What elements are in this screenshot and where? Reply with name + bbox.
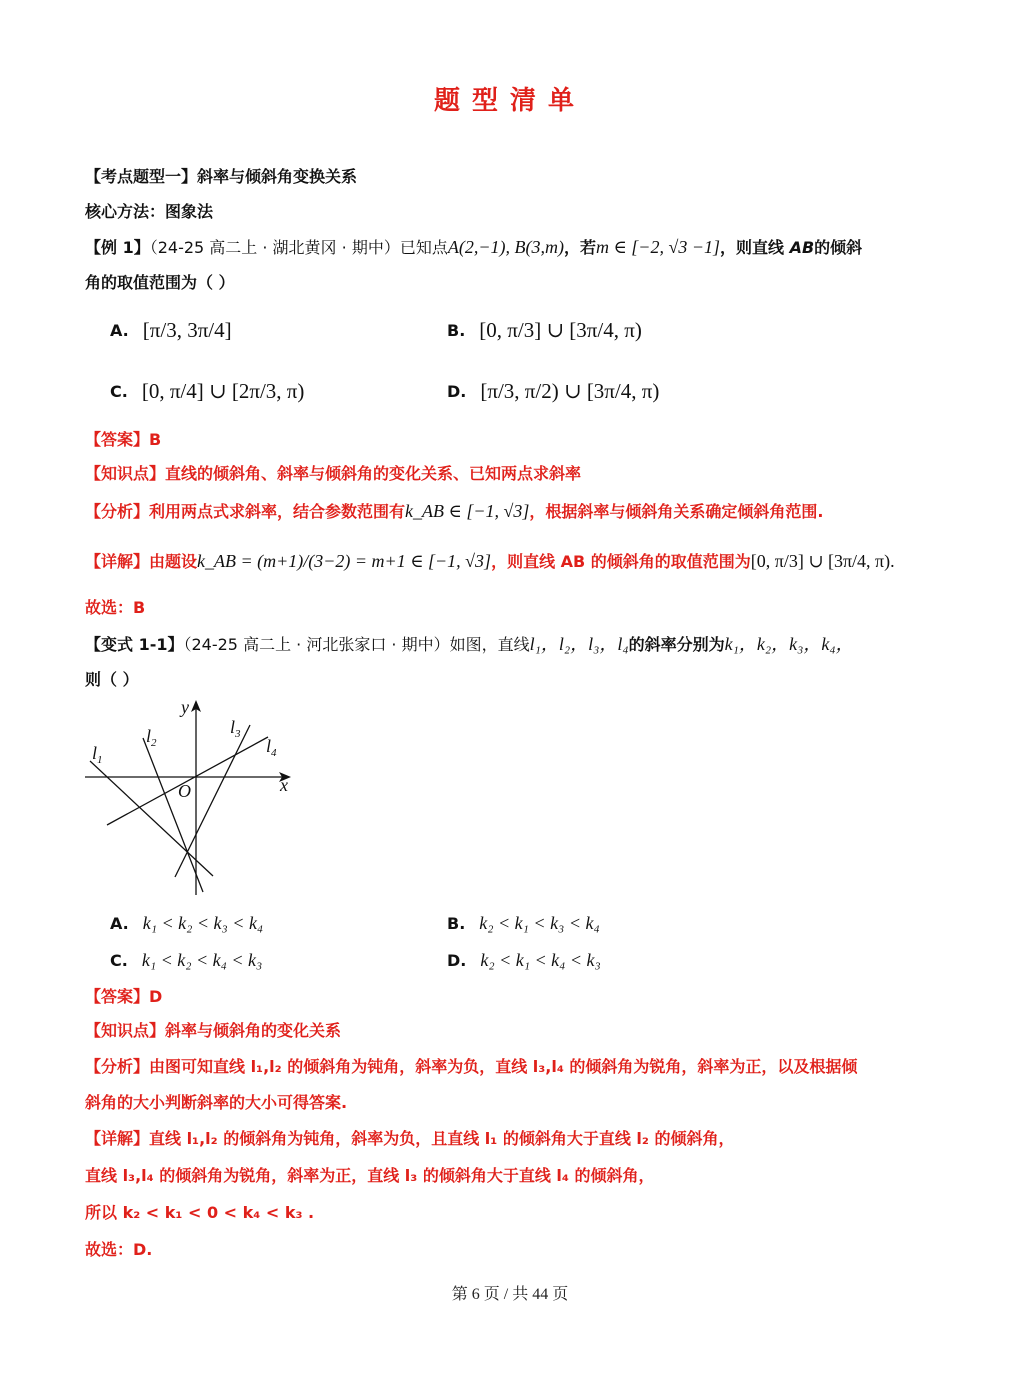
- label-l2: $l_2$: [146, 726, 157, 749]
- variant-label: 【变式 1-1】: [85, 635, 184, 654]
- page-footer: 第 6 页 / 共 44 页: [451, 1286, 569, 1303]
- option-value: k₁ < k₂ < k₃ < k₄: [142, 913, 264, 933]
- option-letter: C.: [110, 951, 128, 970]
- line-l3: [175, 725, 250, 877]
- text: ，若: [563, 238, 596, 257]
- option-a[interactable]: [110, 318, 232, 343]
- choice: 故选：B: [85, 598, 146, 617]
- y-label: y: [181, 697, 189, 717]
- lines-figure: [80, 695, 300, 900]
- answer: 【答案】D: [85, 987, 163, 1006]
- option-c[interactable]: [110, 950, 262, 971]
- analysis: [85, 500, 823, 523]
- option-b[interactable]: [447, 913, 600, 934]
- option-letter: C.: [110, 382, 128, 401]
- variant1-stem: [85, 633, 854, 656]
- line-l1: [90, 761, 213, 876]
- detail: [85, 550, 895, 573]
- text: ，则直线 AB 的倾斜角的取值范围为: [491, 552, 751, 571]
- option-a[interactable]: [110, 913, 263, 934]
- text: 【详解】由题设: [85, 552, 198, 571]
- points: A(2,−1), B(3,m): [447, 237, 564, 257]
- option-value: [0, π/3] ∪ [3π/4, π): [479, 318, 642, 342]
- math: k₁，k₂，k₃，k₄，: [724, 634, 854, 654]
- option-value: [0, π/4] ∪ [2π/3, π): [141, 379, 305, 403]
- text: 的斜率分别为: [628, 635, 725, 654]
- math: k_AB ∈ [−1, √3]: [405, 501, 530, 521]
- ab: AB: [789, 238, 815, 257]
- analysis-line-1: 【分析】由图可知直线 l₁,l₂ 的倾斜角为钝角，斜率为负，直线 l₃,l₄ 的倾斜角为锐角，斜率为正，以及根据倾: [85, 1057, 858, 1076]
- math: k_AB = (m+1)/(3−2) = m+1 ∈ [−1, √3]: [197, 551, 492, 571]
- math: [0, π/3] ∪ [3π/4, π).: [750, 551, 895, 571]
- condition: m ∈ [−2, √3 −1]: [595, 237, 720, 257]
- core-method: 核心方法：图象法: [85, 202, 214, 221]
- detail-line-2: 直线 l₃,l₄ 的倾斜角为锐角，斜率为正，直线 l₃ 的倾斜角大于直线 l₄ 的倾斜角，: [85, 1166, 655, 1185]
- option-value: k₁ < k₂ < k₄ < k₃: [141, 950, 263, 970]
- answer: 【答案】B: [85, 430, 162, 449]
- option-value: k₂ < k₁ < k₃ < k₄: [479, 913, 600, 933]
- variant1-stem-2: 则（ ）: [85, 670, 139, 689]
- source: （24-25 高二上 · 湖北黄冈 · 期中）已知点: [149, 238, 448, 257]
- label-l1: $l_1$: [92, 743, 103, 766]
- option-c[interactable]: [110, 379, 304, 404]
- option-letter: A.: [110, 914, 129, 933]
- example1-stem: [85, 236, 862, 259]
- text: ，则直线: [719, 238, 784, 257]
- x-label: x: [280, 775, 288, 795]
- option-d[interactable]: [447, 379, 659, 404]
- option-d[interactable]: [447, 950, 601, 971]
- detail-line-3: 所以 k₂ < k₁ < 0 < k₄ < k₃ .: [85, 1203, 315, 1222]
- knowledge: 【知识点】直线的倾斜角、斜率与倾斜角的变化关系、已知两点求斜率: [85, 464, 582, 483]
- label-l4: $l_4$: [266, 736, 277, 759]
- example-label: 【例 1】: [85, 238, 150, 257]
- option-value: [π/3, π/2) ∪ [3π/4, π): [480, 379, 660, 403]
- analysis-line-2: 斜角的大小判断斜率的大小可得答案.: [85, 1093, 348, 1112]
- text: 的倾斜: [814, 238, 863, 257]
- page-title: 题型清单: [433, 86, 586, 116]
- math: l₁，l₂，l₃，l₄: [529, 634, 629, 654]
- text: 【分析】利用两点式求斜率，结合参数范围有: [85, 502, 406, 521]
- knowledge: 【知识点】斜率与倾斜角的变化关系: [85, 1021, 342, 1040]
- option-b[interactable]: [447, 318, 642, 343]
- example1-stem-2: 角的取值范围为（ ）: [85, 273, 235, 292]
- option-letter: B.: [447, 914, 466, 933]
- option-value: k₂ < k₁ < k₄ < k₃: [480, 950, 601, 970]
- option-letter: A.: [110, 321, 129, 340]
- option-letter: D.: [447, 382, 467, 401]
- option-letter: D.: [447, 951, 467, 970]
- choice: 故选：D.: [85, 1240, 153, 1259]
- text: ，根据斜率与倾斜角关系确定倾斜角范围.: [529, 502, 824, 521]
- section-heading: 【考点题型一】斜率与倾斜角变换关系: [85, 167, 358, 186]
- option-letter: B.: [447, 321, 466, 340]
- option-value: [π/3, 3π/4]: [142, 318, 232, 342]
- origin-label: O: [178, 781, 191, 801]
- label-l3: $l_3$: [230, 717, 241, 740]
- detail-line-1: 【详解】直线 l₁,l₂ 的倾斜角为钝角，斜率为负，且直线 l₁ 的倾斜角大于直线 l₂ 的倾斜角，: [85, 1129, 735, 1148]
- source: （24-25 高二上 · 河北张家口 · 期中）如图，直线: [183, 635, 530, 654]
- line-l2: [143, 738, 203, 892]
